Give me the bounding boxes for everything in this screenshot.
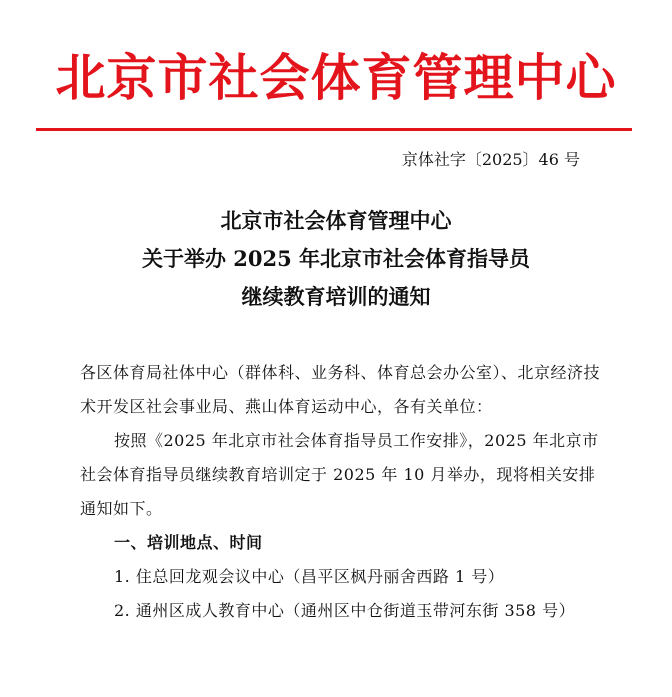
- notice-title: [0, 202, 672, 316]
- document-number: 京体社字〔2025〕46 号: [401, 150, 580, 169]
- masthead-divider: [36, 128, 632, 131]
- recipients-paragraph: 各区体育局社体中心（群体科、业务科、体育总会办公室）、北京经济技术开发区社会事业局、燕山体育运动中心，各有关单位：: [80, 363, 601, 416]
- masthead-org-name: 北京市社会体育管理中心: [55, 48, 617, 107]
- title-line-3: 继续教育培训的通知: [241, 284, 431, 309]
- notice-body: [80, 356, 600, 628]
- location-item-1: 1. 住总回龙观会议中心（昌平区枫丹丽舍西路 1 号）: [114, 567, 505, 586]
- location-item-2: 2. 通州区成人教育中心（通州区中仓街道玉带河东街 358 号）: [114, 601, 576, 620]
- intro-paragraph: 按照《2025 年北京市社会体育指导员工作安排》，2025 年北京市社会体育指导员继续教育培训定于 2025 年 10 月举办，现将相关安排通知如下。: [80, 431, 599, 518]
- title-line-2: 关于举办 2025 年北京市社会体育指导员: [141, 246, 531, 271]
- title-line-1: 北京市社会体育管理中心: [220, 208, 452, 233]
- section-heading-location-time: 一、培训地点、时间: [114, 533, 263, 552]
